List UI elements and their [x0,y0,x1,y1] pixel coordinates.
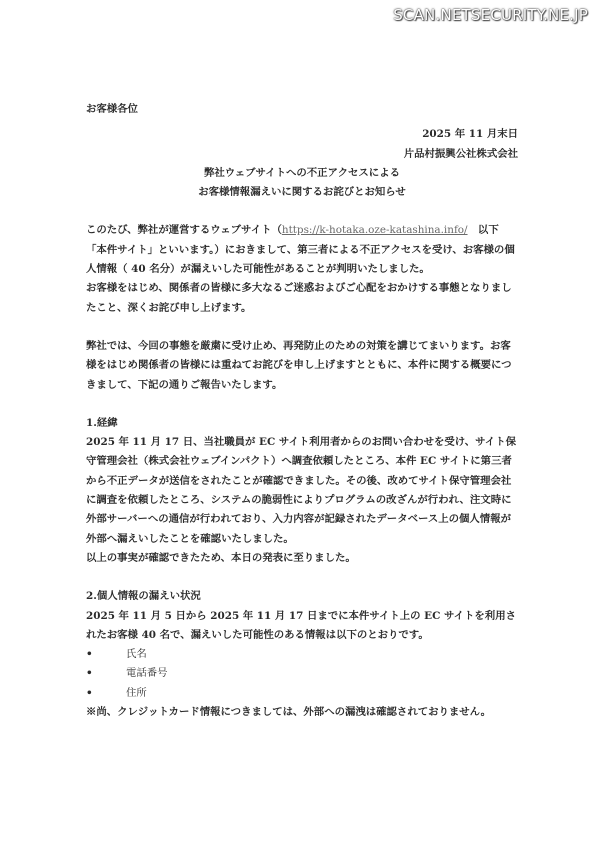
section-1-conclusion: 以上の事実が確認できたため、本日の発表に至りました。 [86,551,356,564]
company-name: 片品村振興公社株式会社 [403,147,518,160]
credit-card-note: ※尚、クレジットカード情報につきましては、外部への漏洩は確認されておりません。 [86,706,492,719]
title-line-2: お客様情報漏えいに関するお詫びとお知らせ [198,186,406,199]
section-1-body: 2025 年 11 月 17 日、当社職員が EC サイト利用者からのお問い合わせを受け、サイト保守管理会社（株式会社ウェブインパクト）へ調査依頼したところ、本件 EC サイトに第三者から不正データが送信をされたことが確認できました。その後、改めてサイト保守管理会社に調査を依頼したところ、システムの脆弱性によりプログラムの改ざんが行われ、注文時に外部サーバーへの通信が行われており、入力内容が記録されたデータベース上の個人情報が外部へ漏えいしたことを確認いたしました。 [86,436,516,545]
bullet-icon: • [86,648,93,661]
section-1-heading: 1.経緯 [86,416,118,429]
bullet-icon: • [86,686,93,699]
watermark: SCAN.NETSECURITY.NE.JP [393,6,588,24]
issue-date: 2025 年 11 月末日 [422,128,518,141]
list-item-text: 氏名 [126,648,147,661]
intro-paragraph [86,221,518,279]
notice-document [86,100,518,722]
apology-paragraph: お客様をはじめ、関係者の皆様に多大なるご迷惑およびご心配をおかけする事態となりましたこと、深くお詫び申し上げます。 [86,282,512,314]
list-item [86,684,518,703]
intro-text-after-link: 以下「本件サイト」といいます。）におきまして、第三者による不正アクセスを受け、お客様の個人情報（ 40 名分）が漏えいした可能性があることが判明いたしました。 [86,224,515,276]
bullet-icon: • [86,667,93,680]
salutation: お客様各位 [86,103,138,115]
list-item-text: 電話番号 [126,667,168,680]
title-line-1: 弊社ウェブサイトへの不正アクセスによる [204,166,400,179]
measures-paragraph: 弊社では、今回の事態を厳粛に受け止め、再発防止のための対策を講じてまいります。お客様をはじめ関係者の皆様には重ねてお詫びを申し上げますとともに、本件に関する概要につきまして、下記の通りご報告いたします。 [86,339,512,391]
section-2-body: 2025 年 11 月 5 日から 2025 年 11 月 17 日までに本件サイト上の EC サイトを利用されたお客様 40 名で、漏えいした可能性のある情報は以下のとおりです。 [86,609,516,641]
site-link[interactable]: https://k-hotaka.oze-katashina.info/ [281,224,468,237]
section-2-heading: 2.個人情報の漏えい状況 [86,590,201,603]
intro-text-before-link: このたび、弊社が運営するウェブサイト（ [86,224,282,237]
list-item [86,664,518,683]
list-item-text: 住所 [126,686,147,699]
list-item [86,645,518,664]
